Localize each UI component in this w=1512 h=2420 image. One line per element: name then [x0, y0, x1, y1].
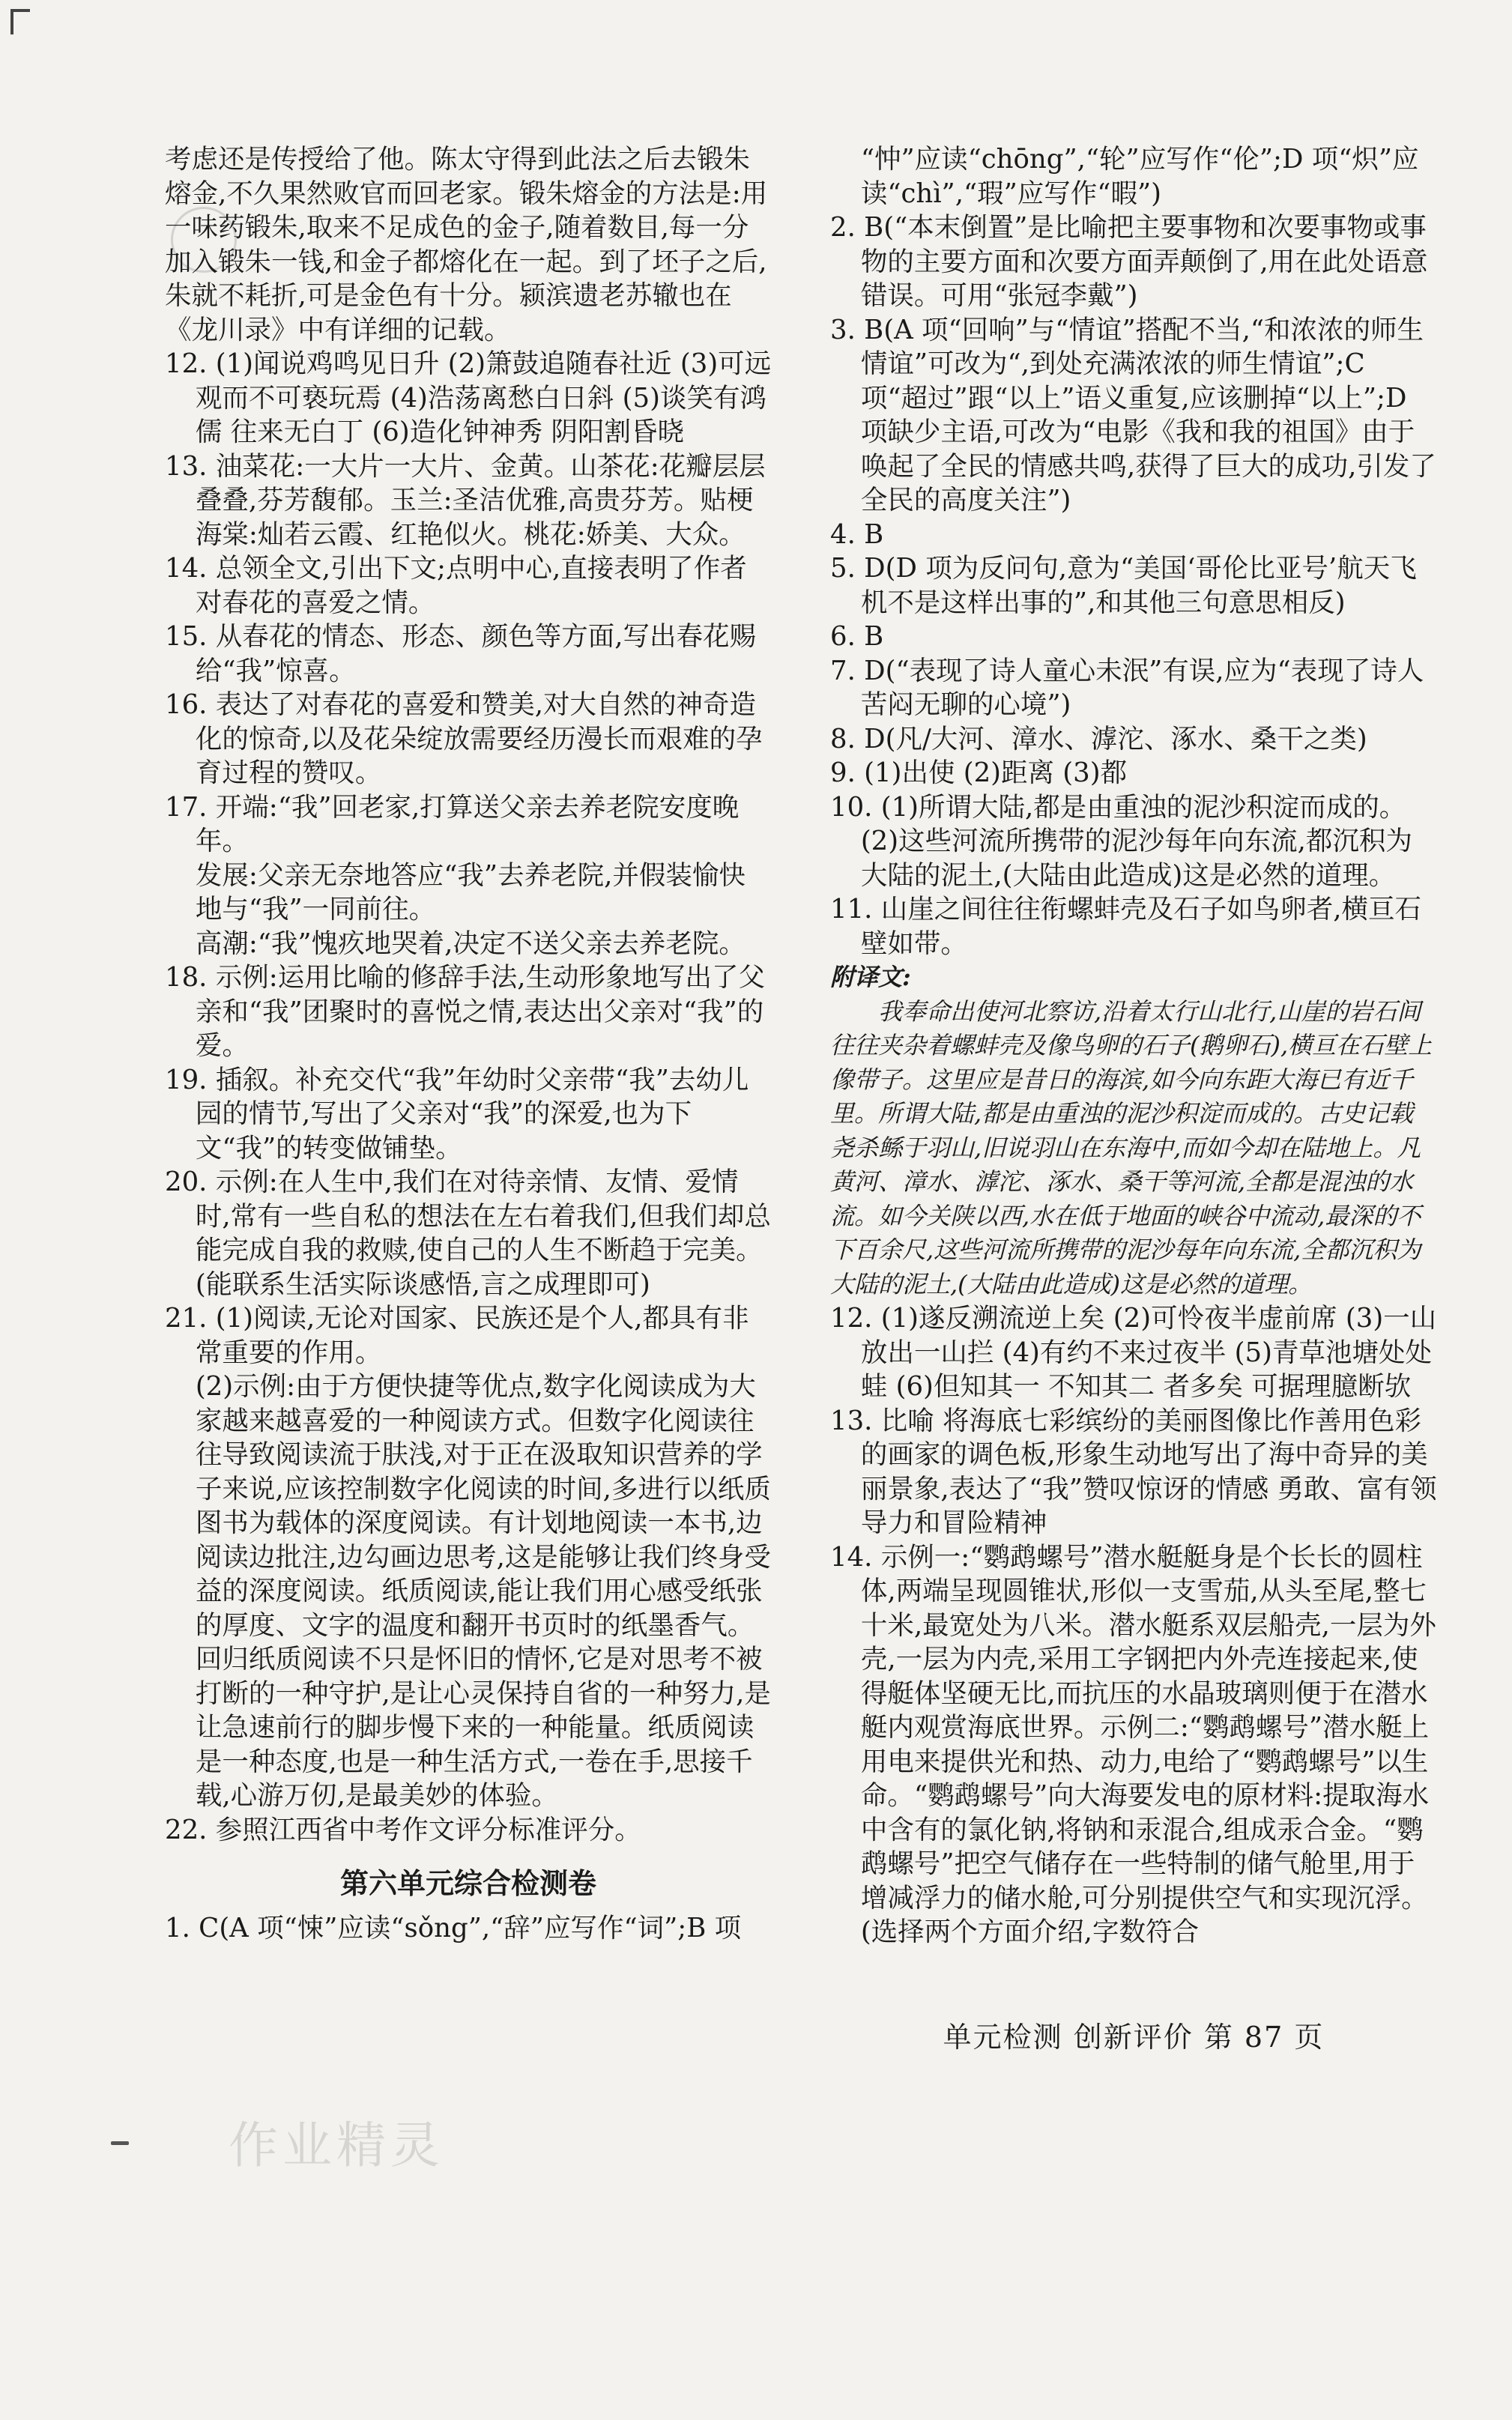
scan-speck — [111, 2141, 129, 2145]
right-column — [830, 142, 1437, 1949]
answer-18: 18. 示例:运用比喻的修辞手法,生动形象地写出了父亲和“我”团聚时的喜悦之情,表达出父亲对“我”的爱。 — [165, 962, 765, 1061]
unit6-answer-5: 5. D(D 项为反问句,意为“美国‘哥伦比亚号’航天飞机不是这样出事的”,和其他三句意思相反) — [830, 553, 1417, 618]
answer-13: 13. 油菜花:一大片一大片、金黄。山茶花:花瓣层层叠叠,芬芳馥郁。玉兰:圣洁优雅,高贵芬芳。贴梗海棠:灿若云霞、红艳似火。桃花:娇美、大众。 — [165, 450, 766, 550]
left-column — [165, 142, 772, 1945]
unit6-answer-14: 14. 示例一:“鹦鹉螺号”潜水艇艇身是个长长的圆柱体,两端呈现圆锥状,形似一支雪茄,从头至尾,整七十米,最宽处为八米。潜水艇系双层船壳,一层为外壳,一层为内壳,采用工字钢把内外壳连接起来,使得艇体坚硬无比,而抗压的水晶玻璃则便于在潜水艇内观赏海底世界。示例二:“鹦鹉螺号”潜水艇上用电来提供光和热、动力,电给了“鹦鹉螺号”以生命。“鹦鹉螺号”向大海要发电的原材料:提取海水中含有的氯化钠,将钠和汞混合,组成汞合金。“鹦鹉螺号”把空气储存在一些特制的储气舱里,用于增减浮力的储水舱,可分别提供空气和实现沉浮。(选择两个方面介绍,字数符合 — [830, 1541, 1436, 1947]
unit6-answer-1: 1. C(A 项“悚”应读“sǒng”,“辞”应写作“词”;B 项 — [165, 1912, 742, 1943]
unit6-answer-7: 7. D(“表现了诗人童心未泯”有误,应为“表现了诗人苦闷无聊的心境”) — [830, 655, 1424, 720]
unit6-answer-9: 9. (1)出使 (2)距离 (3)都 — [830, 757, 1128, 788]
answer-15: 15. 从春花的情态、形态、颜色等方面,写出春花赐给“我”惊喜。 — [165, 621, 757, 686]
translation-block — [830, 961, 1437, 1301]
unit6-answer-12: 12. (1)遂反溯流逆上矣 (2)可怜夜半虚前席 (3)一山放出一山拦 (4)有约不来过夜半 (5)青草池塘处处蛙 (6)但知其一 不知其二 者多矣 可据理臆断欤 — [830, 1303, 1437, 1402]
unit6-answer-4: 4. B — [830, 518, 884, 550]
unit6-answer-13: 13. 比喻 将海底七彩缤纷的美丽图像比作善用色彩的画家的调色板,形象生动地写出了海中奇异的美丽景象,表达了“我”赞叹惊讶的情感 勇敢、富有领导力和冒险精神 — [830, 1405, 1437, 1538]
page-footer: 单元检测 创新评价 第 87 页 — [943, 2021, 1325, 2054]
intro-paragraph: 考虑还是传授给了他。陈太守得到此法之后去锻朱熔金,不久果然败官而回老家。锻朱熔金的方法是:用一味药锻朱,取来不足成色的金子,随着数目,每一分加入锻朱一钱,和金子都熔化在一起。到了坯子之后,朱就不耗折,可是金色有十分。颍滨遗老苏辙也在《龙川录》中有详细的记载。 — [165, 144, 768, 345]
answer-12: 12. (1)闻说鸡鸣见日升 (2)箫鼓追随春社近 (3)可远观而不可亵玩焉 (4)浩荡离愁白日斜 (5)谈笑有鸿儒 往来无白丁 (6)造化钟神秀 阴阳割昏晓 — [165, 348, 772, 447]
unit6-answer-1-cont: “忡”应读“chōng”,“轮”应写作“伦”;D 项“炽”应读“chì”,“瑕”应写作“暇”) — [860, 144, 1419, 209]
answer-20: 20. 示例:在人生中,我们在对待亲情、友情、爱情时,常有一些自私的想法在左右着我们,但我们却总能完成自我的救赎,使自己的人生不断趋于完美。(能联系生活实际谈感悟,言之成理即可) — [165, 1167, 771, 1300]
unit6-answer-10-part2: (2)这些河流所携带的泥沙每年向东流,都沉积为大陆的泥土,(大陆由此造成)这是必然的道理。 — [860, 826, 1412, 891]
translation-title: 附译文: — [830, 963, 911, 991]
answer-17-climax: 高潮:“我”愧疚地哭着,决定不送父亲去养老院。 — [195, 928, 746, 959]
answer-16: 16. 表达了对春花的喜爱和赞美,对大自然的神奇造化的惊奇,以及花朵绽放需要经历漫长而艰难的孕育过程的赞叹。 — [165, 689, 763, 788]
answer-21-part1: 21. (1)阅读,无论对国家、民族还是个人,都具有非常重要的作用。 — [165, 1303, 749, 1368]
unit6-answer-6: 6. B — [830, 621, 884, 652]
answer-14: 14. 总领全文,引出下文;点明中心,直接表明了作者对春花的喜爱之情。 — [165, 553, 747, 618]
unit6-answer-10-part1: 10. (1)所谓大陆,都是由重浊的泥沙积淀而成的。 — [830, 791, 1406, 823]
unit6-answer-3: 3. B(A 项“回响”与“情谊”搭配不当,“和浓浓的师生情谊”可改为“,到处充满浓浓的师生情谊”;C 项“超过”跟“以上”语义重复,应该删掉“以上”;D 项缺少主语,可改为“电影《我和我的祖国》由于唤起了全民的情感共鸣,获得了巨大的成功,引发了全民的高度关注”) — [830, 314, 1436, 515]
unit6-answer-11: 11. 山崖之间往往衔螺蚌壳及石子如鸟卵者,横亘石壁如带。 — [830, 894, 1422, 959]
answer-21-part2: (2)示例:由于方便快捷等优点,数字化阅读成为大家越来越喜爱的一种阅读方式。但数字化阅读往往导致阅读流于肤浅,对于正在汲取知识营养的学子来说,应该控制数字化阅读的时间,多进行以纸质图书为载体的深度阅读。有计划地阅读一本书,边阅读边批注,边勾画边思考,这是能够让我们终身受益的深度阅读。纸质阅读,能让我们用心感受纸张的厚度、文字的温度和翻开书页时的纸墨香气。回归纸质阅读不只是怀旧的情怀,它是对思考不被打断的一种守护,是让心灵保持自省的一种努力,是让急速前行的脚步慢下来的一种能量。纸质阅读是一种态度,也是一种生活方式,一卷在手,思接千载,心游万仞,是最美妙的体验。 — [195, 1371, 771, 1811]
answer-22: 22. 参照江西省中考作文评分标准评分。 — [165, 1814, 641, 1845]
translation-text: 我奉命出使河北察访,沿着太行山北行,山崖的岩石间往往夹杂着螺蚌壳及像鸟卵的石子(鹅卵石),横亘在石壁上像带子。这里应是昔日的海滨,如今向东距大海已有近千里。所谓大陆,都是由重浊的泥沙积淀而成的。古史记载尧杀鲧于羽山,旧说羽山在东海中,而如今却在陆地上。凡黄河、漳水、滹沱、涿水、桑干等河流,全都是混浊的水流。如今关陕以西,水在低于地面的峡谷中流动,最深的不下百余尺,这些河流所携带的泥沙每年向东流,全都沉积为大陆的泥土,(大陆由此造成)这是必然的道理。 — [830, 996, 1433, 1298]
unit6-answer-8: 8. D(凡/大河、漳水、滹沱、涿水、桑干之类) — [830, 723, 1367, 754]
watermark-logo: 作业精灵 — [229, 2117, 444, 2174]
answer-19: 19. 插叙。补充交代“我”年幼时父亲带“我”去幼儿园的情节,写出了父亲对“我”的深爱,也为下文“我”的转变做铺垫。 — [165, 1064, 749, 1164]
answer-17-develop: 发展:父亲无奈地答应“我”去养老院,并假装愉快地与“我”一同前往。 — [195, 859, 746, 925]
corner-mark — [10, 9, 30, 34]
answer-17-start: 17. 开端:“我”回老家,打算送父亲去养老院安度晚年。 — [165, 791, 740, 856]
section-title: 第六单元综合检测卷 — [339, 1866, 596, 1900]
unit6-answer-2: 2. B(“本末倒置”是比喻把主要事物和次要事物或事物的主要方面和次要方面弄颠倒了,用在此处语意错误。可用“张冠李戴”) — [830, 212, 1428, 311]
